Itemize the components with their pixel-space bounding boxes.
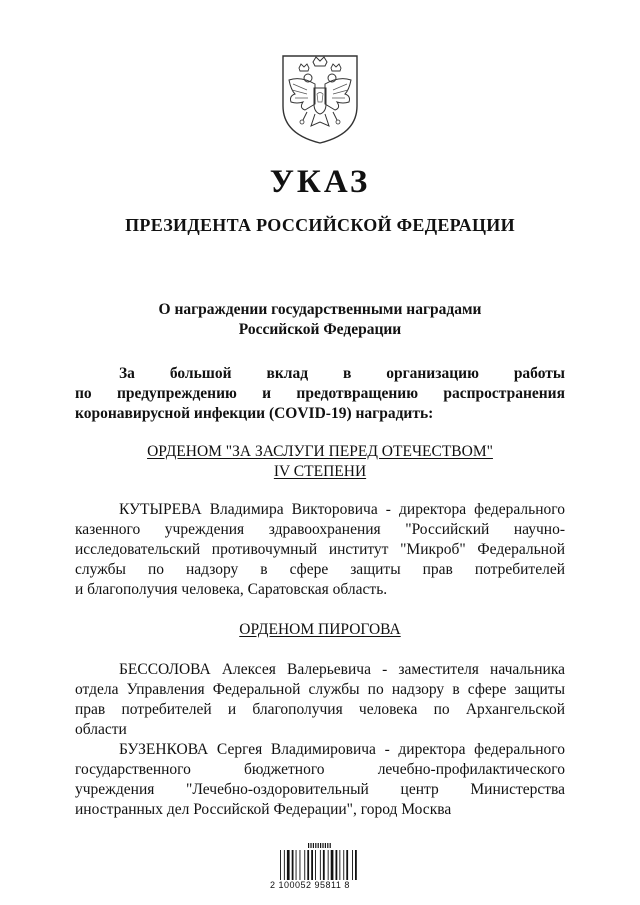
paragraph-line: БЕССОЛОВА Алексея Валерьевича - заместителя начальника: [119, 661, 565, 678]
barcode-number: 2 100052 95811 8: [270, 880, 350, 890]
paragraph-line: государственного бюджетного лечебно-профилактического: [75, 761, 565, 778]
paragraph-line: службы по надзору в сфере защиты прав потребителей: [75, 561, 565, 578]
award-recipient-paragraph: [75, 660, 565, 740]
paragraph-line: области: [75, 721, 127, 738]
paragraph-line: КУТЫРЕВА Владимира Викторовича - директора федерального: [119, 501, 565, 518]
paragraph-line: БУЗЕНКОВА Сергея Владимировича - директора федерального: [119, 741, 565, 758]
decree-heading: [0, 300, 640, 340]
award-title-line: ОРДЕНОМ "ЗА ЗАСЛУГИ ПЕРЕД ОТЕЧЕСТВОМ": [147, 443, 493, 460]
award-recipient-paragraph: [75, 500, 565, 600]
intro-line: по предупреждению и предотвращению распространения: [75, 385, 565, 402]
coat-of-arms-emblem-icon: [277, 50, 363, 146]
decree-intro: [75, 364, 565, 424]
paragraph-line: исследовательский противочумный институт "Микроб" Федеральной: [75, 541, 565, 558]
decree-heading-line: Российской Федерации: [238, 321, 402, 338]
decree-heading-line: О награждении государственными наградами: [158, 301, 482, 318]
paragraph-line: учреждения "Лечебно-оздоровительный центр Министерства: [75, 781, 565, 798]
decree-subtitle: ПРЕЗИДЕНТА РОССИЙСКОЙ ФЕДЕРАЦИИ: [125, 215, 515, 235]
decree-title: УКАЗ: [269, 164, 371, 200]
award-title: [0, 442, 640, 482]
award-title-line: ОРДЕНОМ ПИРОГОВА: [239, 621, 401, 638]
award-title: [0, 620, 640, 640]
paragraph-line: отдела Управления Федеральной службы по надзору в сфере защиты: [75, 681, 565, 698]
paragraph-line: прав потребителей и благополучия человека по Архангельской: [75, 701, 565, 718]
paragraph-line: иностранных дел Российской Федерации", город Москва: [75, 801, 452, 818]
barcode-icon: [278, 842, 364, 882]
award-recipient-paragraph: [75, 740, 565, 820]
paragraph-line: и благополучия человека, Саратовская область.: [75, 581, 388, 598]
paragraph-line: казенного учреждения здравоохранения "Российский научно-: [75, 521, 565, 538]
intro-line: За большой вклад в организацию работы: [119, 365, 565, 382]
award-title-line: IV СТЕПЕНИ: [273, 463, 367, 480]
intro-line: коронавирусной инфекции (COVID-19) наградить:: [75, 405, 434, 422]
